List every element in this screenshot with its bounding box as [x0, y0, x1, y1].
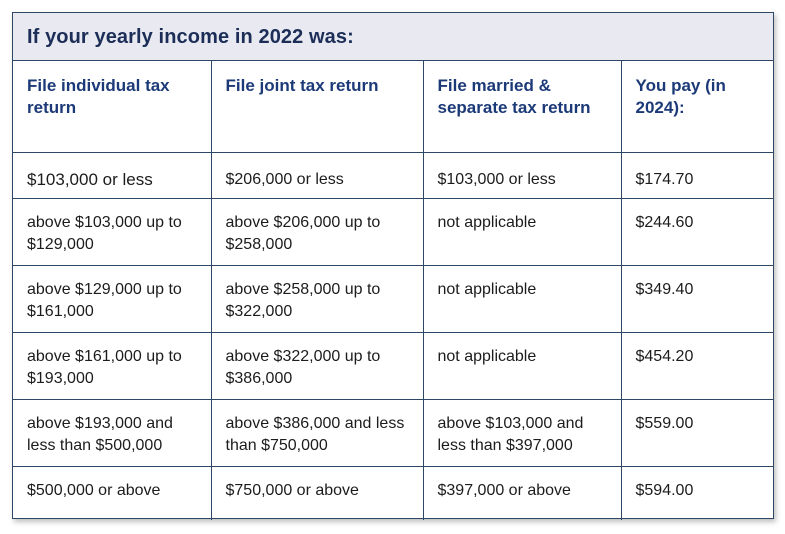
cell-you-pay: $559.00 — [621, 399, 773, 466]
header-married-separate: File married & separate tax return — [423, 60, 621, 152]
premium-table — [13, 60, 773, 520]
table-row — [13, 198, 773, 265]
header-row — [13, 60, 773, 152]
cell-you-pay: $594.00 — [621, 466, 773, 520]
table-row — [13, 399, 773, 466]
table-row — [13, 332, 773, 399]
cell-joint: above $386,000 and less than $750,000 — [211, 399, 423, 466]
cell-you-pay: $454.20 — [621, 332, 773, 399]
cell-individual: above $161,000 up to $193,000 — [13, 332, 211, 399]
cell-joint: above $206,000 up to $258,000 — [211, 198, 423, 265]
table-row — [13, 466, 773, 520]
cell-married-separate: $397,000 or above — [423, 466, 621, 520]
table-row — [13, 265, 773, 332]
cell-joint: above $258,000 up to $322,000 — [211, 265, 423, 332]
cell-individual: above $193,000 and less than $500,000 — [13, 399, 211, 466]
cell-married-separate: not applicable — [423, 198, 621, 265]
header-joint: File joint tax return — [211, 60, 423, 152]
cell-married-separate: not applicable — [423, 265, 621, 332]
cell-married-separate: not applicable — [423, 332, 621, 399]
cell-you-pay: $174.70 — [621, 152, 773, 198]
cell-married-separate: $103,000 or less — [423, 152, 621, 198]
cell-joint: $750,000 or above — [211, 466, 423, 520]
cell-joint: $206,000 or less — [211, 152, 423, 198]
header-individual: File individual tax return — [13, 60, 211, 152]
cell-individual: $103,000 or less — [13, 152, 211, 198]
income-table-card — [12, 12, 774, 519]
header-you-pay: You pay (in 2024): — [621, 60, 773, 152]
cell-you-pay: $244.60 — [621, 198, 773, 265]
table-title: If your yearly income in 2022 was: — [27, 26, 354, 48]
cell-married-separate: above $103,000 and less than $397,000 — [423, 399, 621, 466]
cell-individual: above $129,000 up to $161,000 — [13, 265, 211, 332]
table-title-bar — [13, 13, 773, 61]
cell-individual: $500,000 or above — [13, 466, 211, 520]
cell-individual: above $103,000 up to $129,000 — [13, 198, 211, 265]
cell-you-pay: $349.40 — [621, 265, 773, 332]
cell-joint: above $322,000 up to $386,000 — [211, 332, 423, 399]
table-row — [13, 152, 773, 198]
